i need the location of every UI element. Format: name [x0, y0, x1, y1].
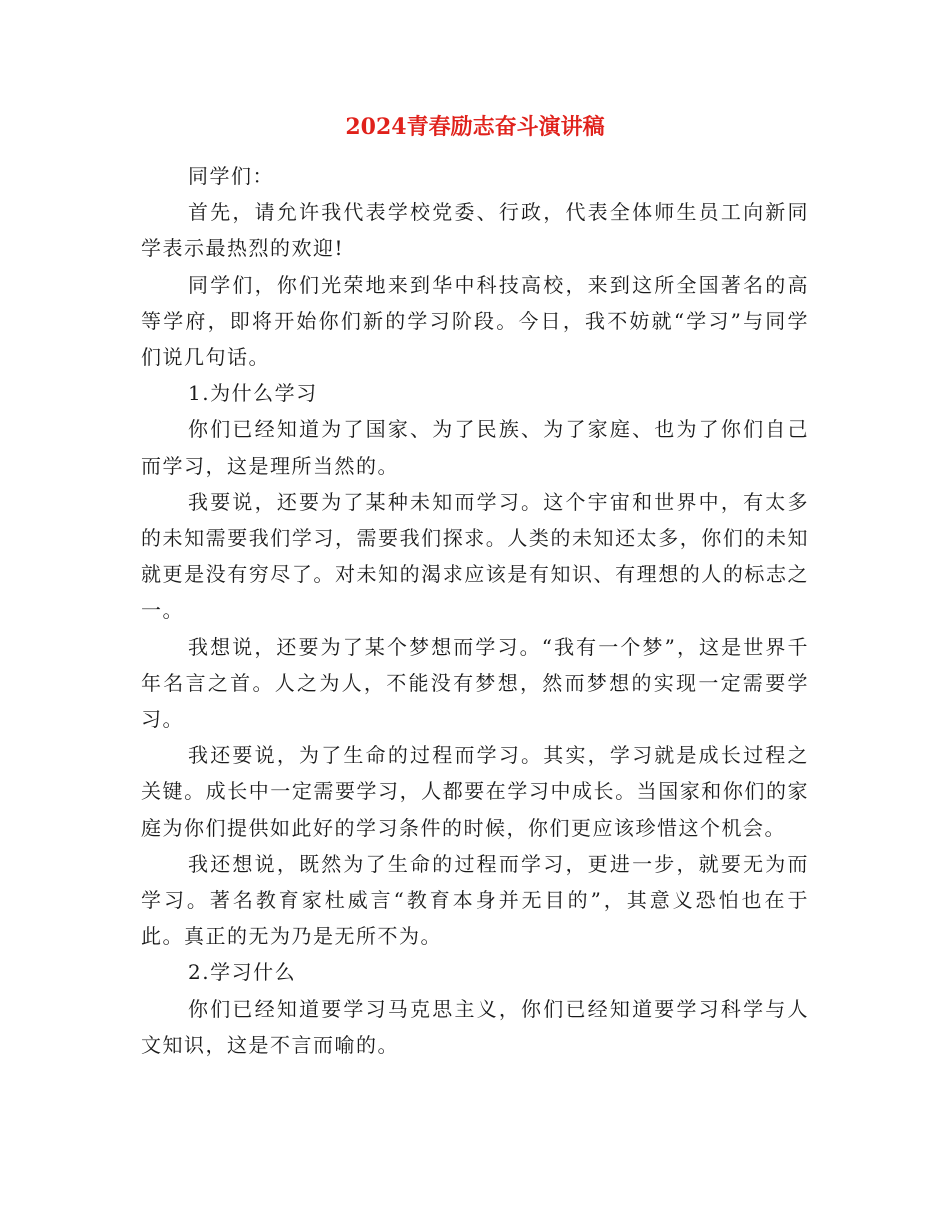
paragraph: 你们已经知道要学习马克思主义，你们已经知道要学习科学与人文知识，这是不言而喻的。	[141, 996, 809, 1057]
paragraph-greeting: 同学们：	[188, 164, 274, 188]
document-body	[141, 158, 809, 1063]
paragraph: 我想说，还要为了某个梦想而学习。“我有一个梦”，这是世界千年名言之首。人之为人，不能没有梦想，然而梦想的实现一定需要学习。	[141, 634, 809, 732]
paragraph: 你们已经知道为了国家、为了民族、为了家庭、也为了你们自己而学习，这是理所当然的。	[141, 417, 809, 478]
paragraph-intro: 同学们，你们光荣地来到华中科技高校，来到这所全国著名的高等学府，即将开始你们新的学习阶段。今日，我不妨就“学习”与同学们说几句话。	[141, 272, 809, 370]
paragraph-welcome: 首先，请允许我代表学校党委、行政，代表全体师生员工向新同学表示最热烈的欢迎!	[141, 200, 809, 261]
paragraph: 我还要说，为了生命的过程而学习。其实，学习就是成长过程之关键。成长中一定需要学习，人都要在学习中成长。当国家和你们的家庭为你们提供如此好的学习条件的时候，你们更应该珍惜这个机会。	[141, 743, 809, 840]
section-heading-why-learn: 1.为什么学习	[188, 381, 318, 406]
section-heading-what-learn: 2.学习什么	[188, 960, 297, 985]
paragraph: 我要说，还要为了某种未知而学习。这个宇宙和世界中，有太多的未知需要我们学习，需要我们探求。人类的未知还太多，你们的未知就更是没有穷尽了。对未知的渴求应该是有知识、有理想的人的标志之一。	[141, 489, 809, 623]
paragraph: 我还想说，既然为了生命的过程而学习，更进一步，就要无为而学习。著名教育家杜威言“教育本身并无目的”，其意义恐怕也在于此。真正的无为乃是无所不为。	[141, 851, 809, 949]
document-title: 2024青春励志奋斗演讲稿	[345, 114, 605, 140]
